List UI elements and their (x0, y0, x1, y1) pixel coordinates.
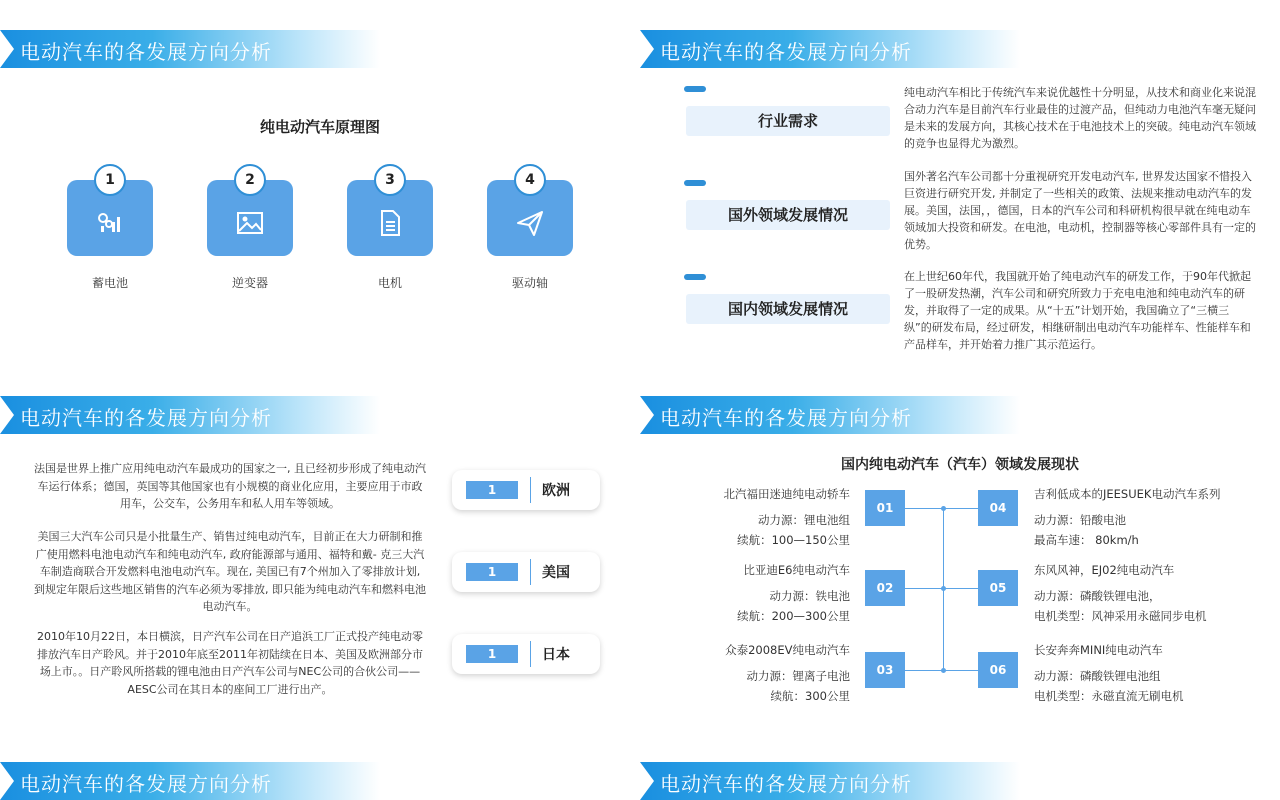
country-name: 欧洲 (542, 483, 570, 499)
section-marker (684, 86, 706, 92)
section-text: 国外著名汽车公司都十分重视研究开发电动汽车, 世界发达国家不惜投入巨资进行研究开发, 并制定了一些相关的政策、法规来推动电动汽车的发展。美国，法国，，德国，日本的汽车公司和科研机构很早就在纯电动车领域加大投资和研发。在电池，电动机，控制器等核心零部件具有一定的优势。 (904, 170, 1256, 251)
slide-development-status[interactable] (640, 0, 1280, 366)
country-name: 美国 (542, 565, 570, 581)
paper-plane-icon (515, 208, 545, 238)
slide-title: 电动汽车的各发展方向分析 (660, 40, 912, 64)
slide-title: 电动汽车的各发展方向分析 (660, 406, 912, 430)
step-number: 2 (234, 164, 266, 196)
diagram-title: 纯电动汽车原理图 (259, 118, 380, 136)
section-tag: 国内领域发展情况 (686, 294, 890, 324)
model-number: 03 (865, 652, 905, 688)
country-number: 1 (466, 563, 518, 581)
slide-title: 电动汽车的各发展方向分析 (20, 406, 272, 430)
paragraph-japan: 2010年10月22日，本日横滨，日产汽车公司在日产追浜工厂正式投产纯电动零排放汽车日产聆风。并于2010年底至2011年初陆续在日本、美国及欧洲部分市场上市。。日产聆风所搭载的锂电池由日产汽车公司与NEC公司的合伙公司——AESC公司在其日本的座间工厂进行出产。 (37, 630, 423, 696)
section-tag: 行业需求 (686, 106, 890, 136)
country-number: 1 (466, 645, 518, 663)
model-number: 01 (865, 490, 905, 526)
slide-domestic-status[interactable] (640, 366, 1280, 732)
model-number: 05 (978, 570, 1018, 606)
paragraph-france: 法国是世界上推广应用纯电动汽车最成功的国家之一, 且已经初步形成了纯电动汽车运行体系；德国，英国等其他国家也有小规模的商业化应用，主要应用于市政用车，公交车，公务用车和私人用车等领域。 (34, 462, 426, 510)
slide-title: 电动汽车的各发展方向分析 (660, 772, 912, 796)
model-info: 众泰2008EV纯电动汽车 动力源：锂离子电池 续航：300公里 (725, 643, 850, 703)
slide-foreign-countries[interactable] (0, 366, 640, 732)
country-name: 日本 (542, 647, 570, 663)
component-label: 蓄电池 (91, 276, 128, 290)
slide-title: 电动汽车的各发展方向分析 (20, 40, 272, 64)
country-card-japan[interactable] (452, 634, 600, 674)
model-info: 比亚迪E6纯电动汽车 动力源：铁电池 续航：200—300公里 (737, 563, 850, 623)
slide-principle-diagram[interactable] (0, 0, 640, 366)
model-info: 长安奔奔MINI纯电动汽车 动力源：磷酸铁锂电池组 电机类型：永磁直流无刷电机 (1034, 643, 1184, 703)
step-number: 4 (514, 164, 546, 196)
paragraph-usa: 美国三大汽车公司只是小批量生产、销售过纯电动汽车，目前正在大力研制和推广使用燃料电池电动汽车和纯电动汽车, 政府能源部与通用、福特和戴- 克三大汽车制造商联合开发燃料电池电动汽车。现在, 美国已有7个州加入了零排放计划, 到规定年限后这些地区销售的汽车必须为零排放, 即只能为纯电动汽车和燃料电池电动汽车。 (34, 530, 426, 613)
step-number: 3 (374, 164, 406, 196)
model-info: 北汽福田迷迪纯电动轿车 动力源：锂电池组 续航：100—150公里 (723, 487, 850, 547)
image-icon (235, 208, 265, 238)
model-number: 04 (978, 490, 1018, 526)
slide-partial[interactable] (0, 732, 640, 800)
section-text: 纯电动汽车相比于传统汽车来说优越性十分明显，从技术和商业化来说混合动力汽车是目前汽车行业最佳的过渡产品，但纯动力电池汽车毫无疑问是未来的发展方向，其核心技术在于电池技术上的突破。纯电动汽车领域的竞争也显得尤为激烈。 (904, 86, 1256, 150)
country-number: 1 (466, 481, 518, 499)
section-tag: 国外领域发展情况 (686, 200, 890, 230)
model-number: 02 (865, 570, 905, 606)
country-card-usa[interactable] (452, 552, 600, 592)
section-marker (684, 274, 706, 280)
model-info: 吉利低成本的JEESUEK电动汽车系列 动力源：铅酸电池 最高车速： 80km/h (1034, 487, 1221, 547)
section-marker (684, 180, 706, 186)
component-label: 驱动轴 (511, 276, 548, 290)
component-label: 逆变器 (231, 276, 268, 290)
step-number: 1 (94, 164, 126, 196)
component-label: 电机 (377, 276, 402, 290)
section-text: 在上世纪60年代，我国就开始了纯电动汽车的研发工作，于90年代掀起了一股研发热潮，汽车公司和研究所致力于充电电池和纯电动汽车的研发，并取得了一定的成果。从“十五”计划开始，我国确立了“三横三纵”的研发布局，经过研发，相继研制出电动汽车功能样车、性能样车和产品样车，并开始着力推广其示范运行。 (904, 270, 1251, 351)
model-number: 06 (978, 652, 1018, 688)
slide-title: 电动汽车的各发展方向分析 (20, 772, 272, 796)
gears-chart-icon (95, 208, 125, 238)
document-icon (375, 208, 405, 238)
model-info: 东风风神，EJ02纯电动汽车 动力源：磷酸铁锂电池， 电机类型：风神采用永磁同步电机 (1034, 563, 1207, 623)
slide-partial[interactable] (640, 732, 1280, 800)
domestic-status-title: 国内纯电动汽车（汽车）领域发展现状 (841, 457, 1079, 473)
country-card-europe[interactable] (452, 470, 600, 510)
